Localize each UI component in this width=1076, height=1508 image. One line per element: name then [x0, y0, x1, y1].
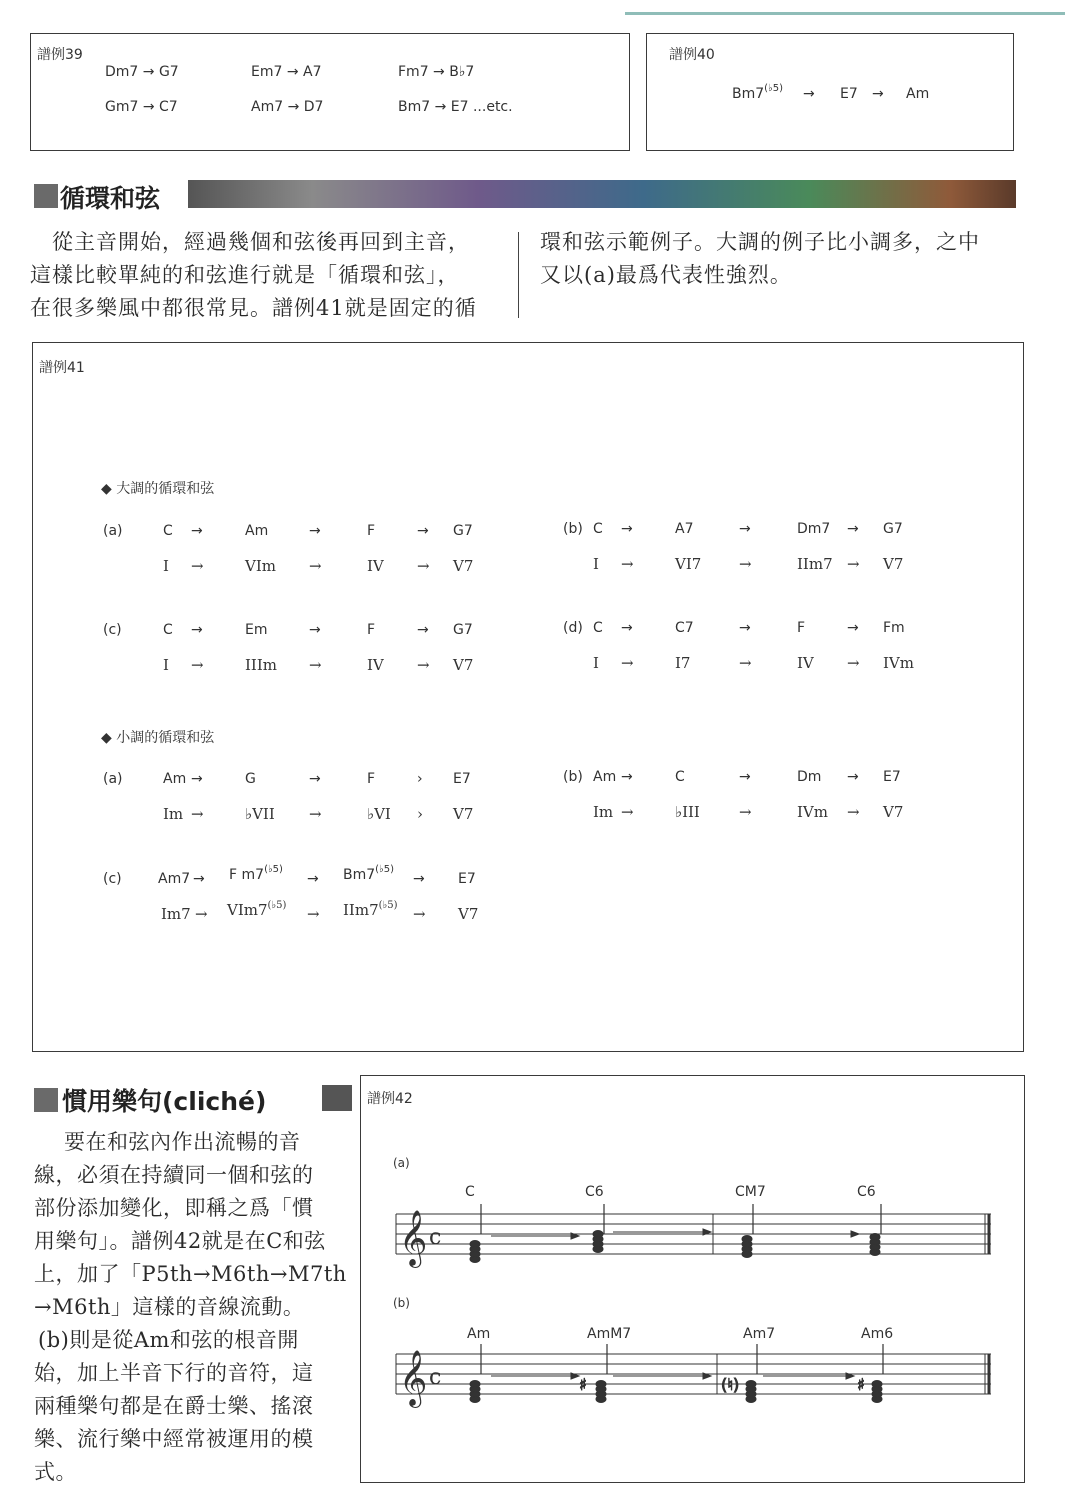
chord: C [163, 523, 173, 539]
arrow: → [191, 557, 204, 575]
staff-a-chord: CM7 [735, 1184, 766, 1200]
heading-marker [34, 1088, 58, 1112]
roman-numeral: V7 [453, 805, 474, 823]
row-tag: (a) [103, 523, 123, 539]
staff-b-chord: Am [467, 1326, 491, 1342]
staff-b-notation [391, 1344, 996, 1414]
chord: F [797, 620, 806, 636]
staff-b-chord: Am7 [743, 1326, 776, 1342]
chord: G7 [453, 523, 473, 539]
arrow: → [191, 523, 203, 539]
arrow: → [847, 769, 859, 785]
roman-numeral: IIm7 [797, 555, 833, 573]
chord-name: F m7 [229, 867, 265, 883]
roman-numeral: V7 [883, 803, 904, 821]
text-line: 環和弦示範例子。大調的例子比小調多，之中 [540, 230, 980, 254]
arrow: → [847, 555, 860, 573]
text-line: 部份添加變化，即稱之爲「慣 [34, 1196, 314, 1220]
example-39-box [30, 33, 630, 151]
chord: G7 [453, 622, 473, 638]
arrow: → [193, 871, 205, 887]
treble-clef-icon: 𝄞 [399, 1350, 428, 1406]
example-39-progression: Dm7 → G7 [105, 64, 179, 80]
staff-a-chord: C [465, 1184, 475, 1200]
section-2-paragraph [34, 1126, 354, 1489]
arrow: › [417, 771, 423, 787]
text-line: 用樂句」。譜例42就是在C和弦 [34, 1229, 326, 1253]
arrow: → [621, 654, 634, 672]
chord: F [367, 622, 376, 638]
roman-numeral [227, 901, 286, 919]
section-title-cliche: 慣用樂句(cliché) [62, 1087, 267, 1116]
text-line: 這樣比較單純的和弦進行就是「循環和弦」， [30, 263, 460, 287]
roman-numeral: I [593, 555, 599, 573]
top-rule [625, 12, 1065, 15]
arrow: → [413, 905, 426, 923]
chord: F [367, 771, 376, 787]
example-40-chord: E7 [840, 86, 858, 102]
roman-numeral: IV [367, 656, 384, 674]
text-line: →M6th」這樣的音線流動。 [34, 1295, 305, 1319]
arrow: → [621, 555, 634, 573]
arrow: → [739, 620, 751, 636]
text-line: 要在和弦內作出流暢的音 [64, 1130, 301, 1154]
chord: E7 [883, 769, 901, 785]
arrow: → [417, 557, 430, 575]
example-39-progression: Gm7 → C7 [105, 99, 178, 115]
chord: E7 [453, 771, 471, 787]
text-line: 從主音開始，經過幾個和弦後再回到主音， [52, 230, 470, 254]
arrow: → [309, 805, 322, 823]
roman-numeral: ♭VII [245, 805, 275, 823]
roman-numeral: IV [367, 557, 384, 575]
arrow: → [307, 871, 319, 887]
chord-name: Bm7 [343, 867, 376, 883]
chord-superscript: (♭5) [375, 864, 395, 875]
arrow: → [621, 620, 633, 636]
staff-a-notation [391, 1204, 996, 1274]
chord: Dm7 [797, 521, 831, 537]
roman-numeral: VIm [245, 557, 276, 575]
arrow: → [417, 622, 429, 638]
staff-b-chord: AmM7 [587, 1326, 632, 1342]
arrow: → [413, 871, 425, 887]
text-line: 線，必須在持續同一個和弦的 [34, 1163, 314, 1187]
arrow: → [309, 622, 321, 638]
row-tag: (a) [103, 771, 123, 787]
arrow: → [195, 905, 208, 923]
arrow: → [847, 803, 860, 821]
roman-numeral: V7 [458, 905, 479, 923]
roman-numeral: I [163, 656, 169, 674]
chord-superscript: (♭5) [264, 864, 283, 875]
text-line: 兩種樂句都是在爵士樂、搖滾 [34, 1394, 314, 1418]
chord: C [675, 769, 685, 785]
roman-numeral: I [163, 557, 169, 575]
text-line: 上，加了「P5th→M6th→M7th [34, 1262, 347, 1286]
minor-section-title: ◆ 小調的循環和弦 [101, 730, 215, 746]
chord [343, 864, 395, 883]
example-42-box [360, 1075, 1025, 1483]
text-line: 樂、流行樂中經常被運用的模 [34, 1427, 314, 1451]
sharp-icon: ♯ [579, 1375, 587, 1394]
arrow: → [191, 656, 204, 674]
arrow: → [309, 557, 322, 575]
staff-a-tag: (a) [393, 1156, 410, 1170]
chord-name: Bm7 [732, 86, 765, 102]
column-divider [518, 232, 519, 318]
arrow: → [739, 803, 752, 821]
text-line: 在很多樂風中都很常見。譜例41就是固定的循 [30, 296, 477, 320]
sharp-icon: ♯ [857, 1375, 865, 1394]
example-40-chord: Am [906, 86, 930, 102]
chord: Am [593, 769, 617, 785]
chord: Dm [797, 769, 822, 785]
roman-numeral: V7 [453, 656, 474, 674]
roman-numeral: I [593, 654, 599, 672]
treble-clef-icon: 𝄞 [399, 1210, 428, 1266]
chord: E7 [458, 871, 476, 887]
section-1-paragraph-left [30, 226, 520, 325]
arrow: → [309, 771, 321, 787]
example-42-label: 譜例42 [367, 1091, 413, 1107]
chord: Am [163, 771, 187, 787]
example-40-chord [732, 83, 784, 102]
section-title-circular-chords: 循環和弦 [60, 184, 161, 213]
row-tag: (c) [103, 871, 122, 887]
example-40-label: 譜例40 [669, 47, 715, 63]
chord: Am7 [158, 871, 191, 887]
arrow: → [739, 555, 752, 573]
example-39-progression: Bm7 → E7 ...etc. [398, 99, 513, 115]
arrow: → [739, 521, 751, 537]
chord: C7 [675, 620, 694, 636]
arrow: → [309, 523, 321, 539]
heading-marker-right [322, 1085, 352, 1111]
example-39-label: 譜例39 [37, 47, 83, 63]
roman-numeral: V7 [883, 555, 904, 573]
arrow: → [803, 86, 815, 102]
arrow: → [307, 905, 320, 923]
common-time-icon: c [429, 1225, 442, 1250]
roman-numeral: IVm [797, 803, 828, 821]
text-line: 又以(a)最爲代表性強烈。 [540, 263, 792, 287]
example-41-box [32, 342, 1024, 1052]
roman-superscript: (♭5) [267, 900, 287, 911]
roman-numeral: Im7 [161, 905, 191, 923]
example-40-box [646, 33, 1014, 151]
roman-numeral: ♭VI [367, 805, 391, 823]
example-39-progression: Em7 → A7 [251, 64, 322, 80]
major-section-title: ◆ 大調的循環和弦 [101, 481, 215, 497]
common-time-icon: c [429, 1365, 442, 1390]
section-1-paragraph-right [540, 226, 1030, 292]
arrow: → [191, 805, 204, 823]
example-39-progression: Fm7 → B♭7 [398, 64, 475, 80]
arrow: → [417, 656, 430, 674]
text-line: (b)則是從Am和弦的根音開 [38, 1328, 299, 1352]
arrow: → [847, 521, 859, 537]
arrow: → [191, 622, 203, 638]
arrow: → [739, 654, 752, 672]
arrow: → [309, 656, 322, 674]
staff-b-chord: Am6 [861, 1326, 894, 1342]
arrow: → [847, 654, 860, 672]
arrow: › [417, 805, 423, 823]
roman-numeral: IVm [883, 654, 914, 672]
heading-gradient-bar [188, 180, 1016, 208]
chord [229, 864, 283, 883]
roman-numeral: IIIm [245, 656, 277, 674]
staff-b-tag: (b) [393, 1296, 410, 1310]
roman-numeral: Im [163, 805, 184, 823]
text-line: 式。 [34, 1460, 77, 1484]
chord: Em [245, 622, 268, 638]
chord: G7 [883, 521, 903, 537]
roman-numeral: ♭III [675, 803, 700, 821]
chord: C [593, 620, 603, 636]
row-tag: (c) [103, 622, 122, 638]
chord: Fm [883, 620, 905, 636]
row-tag: (d) [563, 620, 583, 636]
roman-name: VIm7 [227, 901, 268, 919]
chord-superscript: (♭5) [764, 83, 784, 94]
natural-icon: (♮) [721, 1375, 740, 1394]
roman-numeral: Im [593, 803, 614, 821]
arrow: → [739, 769, 751, 785]
staff-a-chord: C6 [857, 1184, 876, 1200]
chord: Am [245, 523, 269, 539]
row-tag: (b) [563, 521, 583, 537]
heading-marker [34, 184, 58, 208]
roman-numeral [343, 901, 398, 919]
example-39-progression: Am7 → D7 [251, 99, 324, 115]
example-41-label: 譜例41 [39, 360, 85, 376]
roman-name: IIm7 [343, 901, 379, 919]
chord: G [245, 771, 256, 787]
arrow: → [621, 769, 633, 785]
roman-superscript: (♭5) [378, 900, 398, 911]
arrow: → [417, 523, 429, 539]
arrow: → [847, 620, 859, 636]
arrow: → [621, 803, 634, 821]
arrow: → [191, 771, 203, 787]
arrow: → [872, 86, 884, 102]
staff-a-chord: C6 [585, 1184, 604, 1200]
chord: C [593, 521, 603, 537]
chord: A7 [675, 521, 694, 537]
roman-numeral: IV [797, 654, 814, 672]
roman-numeral: VI7 [675, 555, 702, 573]
chord: F [367, 523, 376, 539]
row-tag: (b) [563, 769, 583, 785]
roman-numeral: V7 [453, 557, 474, 575]
chord: C [163, 622, 173, 638]
arrow: → [621, 521, 633, 537]
roman-numeral: I7 [675, 654, 691, 672]
text-line: 始，加上半音下行的音符，這 [34, 1361, 314, 1385]
